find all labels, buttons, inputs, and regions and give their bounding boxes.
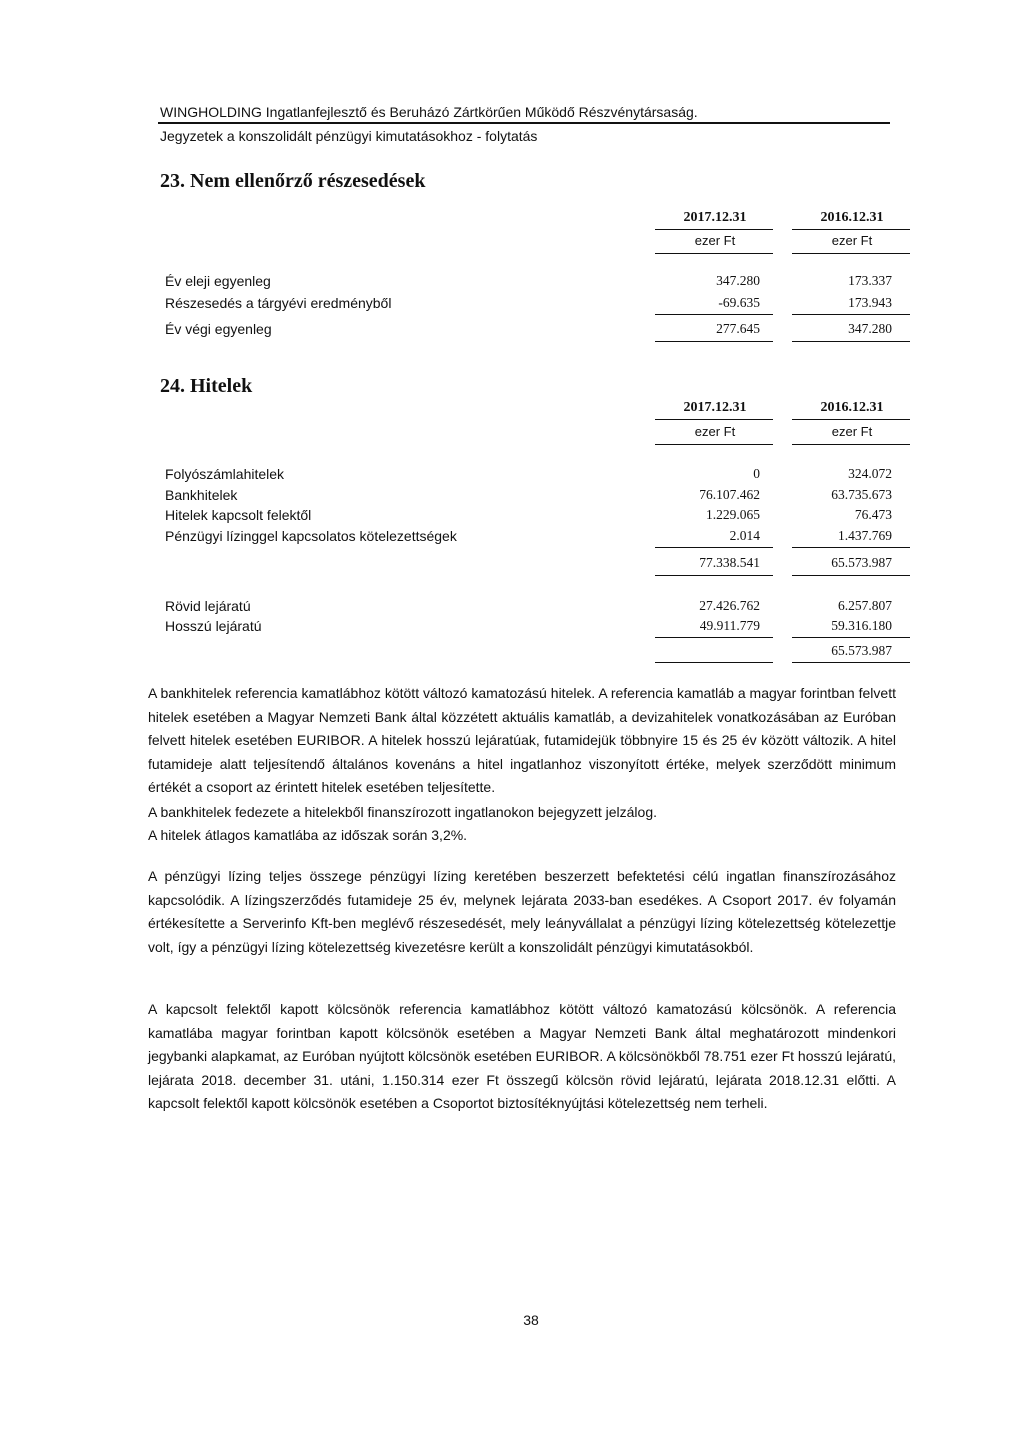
s24-row-value-2016: 324.072 bbox=[848, 466, 892, 481]
document-subtitle: Jegyzetek a konszolidált pénzügyi kimutatásokhoz - folytatás bbox=[160, 128, 538, 144]
s23-col1-unit-rule bbox=[655, 253, 773, 254]
s23-total-label: Év végi egyenleg bbox=[165, 321, 272, 337]
s24-maturity-total-rule bbox=[792, 662, 910, 663]
s24-total-rule bbox=[792, 575, 910, 576]
header-rule bbox=[158, 122, 890, 124]
s23-row-value-2016: 173.943 bbox=[848, 295, 892, 310]
s23-row-label: Év eleji egyenleg bbox=[165, 273, 271, 289]
s24-row-label: Pénzügyi lízinggel kapcsolatos kötelezettségek bbox=[165, 528, 457, 544]
s24-row-label: Bankhitelek bbox=[165, 487, 238, 503]
s24-maturity-rule bbox=[792, 637, 910, 638]
s24-maturity-label: Rövid lejáratú bbox=[165, 598, 251, 614]
s24-subtotal-rule bbox=[792, 547, 910, 548]
s24-row-value-2017: 76.107.462 bbox=[699, 487, 760, 502]
s23-row-value-2016: 173.337 bbox=[848, 273, 892, 288]
s23-row-label: Részesedés a tárgyévi eredményből bbox=[165, 295, 392, 311]
s24-row-label: Hitelek kapcsolt felektől bbox=[165, 507, 312, 523]
section-24-title: 24. Hitelek bbox=[160, 375, 253, 397]
s24-maturity-label: Hosszú lejáratú bbox=[165, 618, 262, 634]
s24-row-value-2017: 0 bbox=[753, 466, 760, 481]
s24-col1-date: 2017.12.31 bbox=[683, 400, 747, 415]
s23-col2-unit-rule bbox=[792, 253, 910, 254]
s23-row-value-2017: 347.280 bbox=[716, 273, 760, 288]
s23-total-2017: 277.645 bbox=[716, 321, 760, 336]
s24-row-value-2017: 2.014 bbox=[729, 528, 760, 543]
s24-col2-unit: ezer Ft bbox=[831, 424, 873, 439]
s24-subtotal-rule bbox=[655, 547, 773, 548]
paragraph-collateral: A bankhitelek fedezete a hitelekből finanszírozott ingatlanokon bejegyzett jelzálog. bbox=[148, 804, 658, 820]
company-header: WINGHOLDING Ingatlanfejlesztő és Beruházó Zártkörűen Működő Részvénytársaság. bbox=[160, 104, 698, 120]
s24-maturity-value-2017: 27.426.762 bbox=[699, 598, 760, 613]
s24-maturity-value-2017: 49.911.779 bbox=[699, 618, 760, 633]
s24-col1-rule bbox=[655, 419, 773, 420]
s23-total-2016: 347.280 bbox=[848, 321, 892, 336]
s23-subtotal-rule bbox=[792, 314, 910, 315]
s24-total-2017: 77.338.541 bbox=[699, 555, 760, 570]
s23-col2-unit: ezer Ft bbox=[831, 233, 873, 248]
s24-col1-unit: ezer Ft bbox=[694, 424, 736, 439]
s23-col1-rule bbox=[655, 229, 773, 230]
s24-col2-date: 2016.12.31 bbox=[820, 400, 884, 415]
s24-row-value-2017: 1.229.065 bbox=[706, 507, 760, 522]
paragraph-bank-loans: A bankhitelek referencia kamatlábhoz kötött változó kamatozású hitelek. A referencia kamatláb a magyar forintban felvett hitelek esetében a Magyar Nemzeti Bank által közzétett aktuális kamatláb, a devizahitelek vonatkozásában az Euróban felvett hitelek esetében EURIBOR. A hitelek hosszú lejáratúak, futamidejük többnyire 15 és 25 év között változik. A hitel futamideje alatt teljesítendő általános kovenáns a hitel ingatlanhoz viszonyított értéke, melyek szerződött minimum értékét a csoport az érintett hitelek esetében teljesítette. bbox=[148, 685, 896, 795]
s23-total-rule bbox=[655, 341, 773, 342]
s24-total-2016: 65.573.987 bbox=[831, 555, 892, 570]
s24-maturity-rule bbox=[655, 637, 773, 638]
s23-row-value-2017: -69.635 bbox=[718, 295, 760, 310]
s24-row-label: Folyószámlahitelek bbox=[165, 466, 285, 482]
s24-col2-unit-rule bbox=[792, 444, 910, 445]
page-number: 38 bbox=[523, 1312, 539, 1328]
s24-maturity-value-2016: 6.257.807 bbox=[838, 598, 892, 613]
s23-col2-date: 2016.12.31 bbox=[820, 210, 884, 225]
s23-total-rule bbox=[792, 341, 910, 342]
paragraph-related-party-loans: A kapcsolt felektől kapott kölcsönök referencia kamatlábhoz kötött változó kamatozású kölcsönök. A referencia kamatlába magyar forintban kapott kölcsönök esetében a Magyar Nemzeti Bank által meghatározott mindenkori jegybanki alapkamat, az Euróban nyújtott kölcsönök esetében EURIBOR. A kölcsönökből 78.751 ezer Ft hosszú lejáratú, lejárata 2018. december 31. utáni, 1.150.314 ezer Ft összegű kölcsön rövid lejáratú, lejárata 2018.12.31 előtti. A kapcsolt felektől kapott kölcsönök esetében a Csoportot biztosítéknyújtási kötelezettség nem terheli. bbox=[148, 1001, 896, 1111]
s24-maturity-value-2016: 59.316.180 bbox=[831, 618, 892, 633]
section-23-title: 23. Nem ellenőrző részesedések bbox=[160, 170, 426, 192]
s23-col1-unit: ezer Ft bbox=[694, 233, 736, 248]
s24-col1-unit-rule bbox=[655, 444, 773, 445]
paragraph-interest-rate: A hitelek átlagos kamatlába az időszak során 3,2%. bbox=[148, 827, 468, 843]
s24-total-rule bbox=[655, 575, 773, 576]
s23-col1-date: 2017.12.31 bbox=[683, 210, 747, 225]
s24-row-value-2016: 76.473 bbox=[854, 507, 892, 522]
paragraph-financial-lease: A pénzügyi lízing teljes összege pénzügyi lízing keretében beszerzett befektetési célú ingatlan finanszírozásához kapcsolódik. A lízingszerződés futamideje 25 év, melynek lejárata 2033-ban esedékes. A Csoport 2017. év folyamán értékesítette a Serverinfo Kft-ben meglévő részesedését, mely leányvállalat a pénzügyi lízing kötelezettség kötelezettje volt, így a pénzügyi lízing kötelezettség kivezetésre került a konszolidált pénzügyi kimutatásokból. bbox=[148, 868, 896, 955]
s23-col2-rule bbox=[792, 229, 910, 230]
s24-maturity-total-2016: 65.573.987 bbox=[831, 643, 892, 658]
s24-col2-rule bbox=[792, 419, 910, 420]
s24-row-value-2016: 63.735.673 bbox=[831, 487, 892, 502]
s24-maturity-total-rule bbox=[655, 662, 773, 663]
s23-subtotal-rule bbox=[655, 314, 773, 315]
s24-row-value-2016: 1.437.769 bbox=[838, 528, 892, 543]
